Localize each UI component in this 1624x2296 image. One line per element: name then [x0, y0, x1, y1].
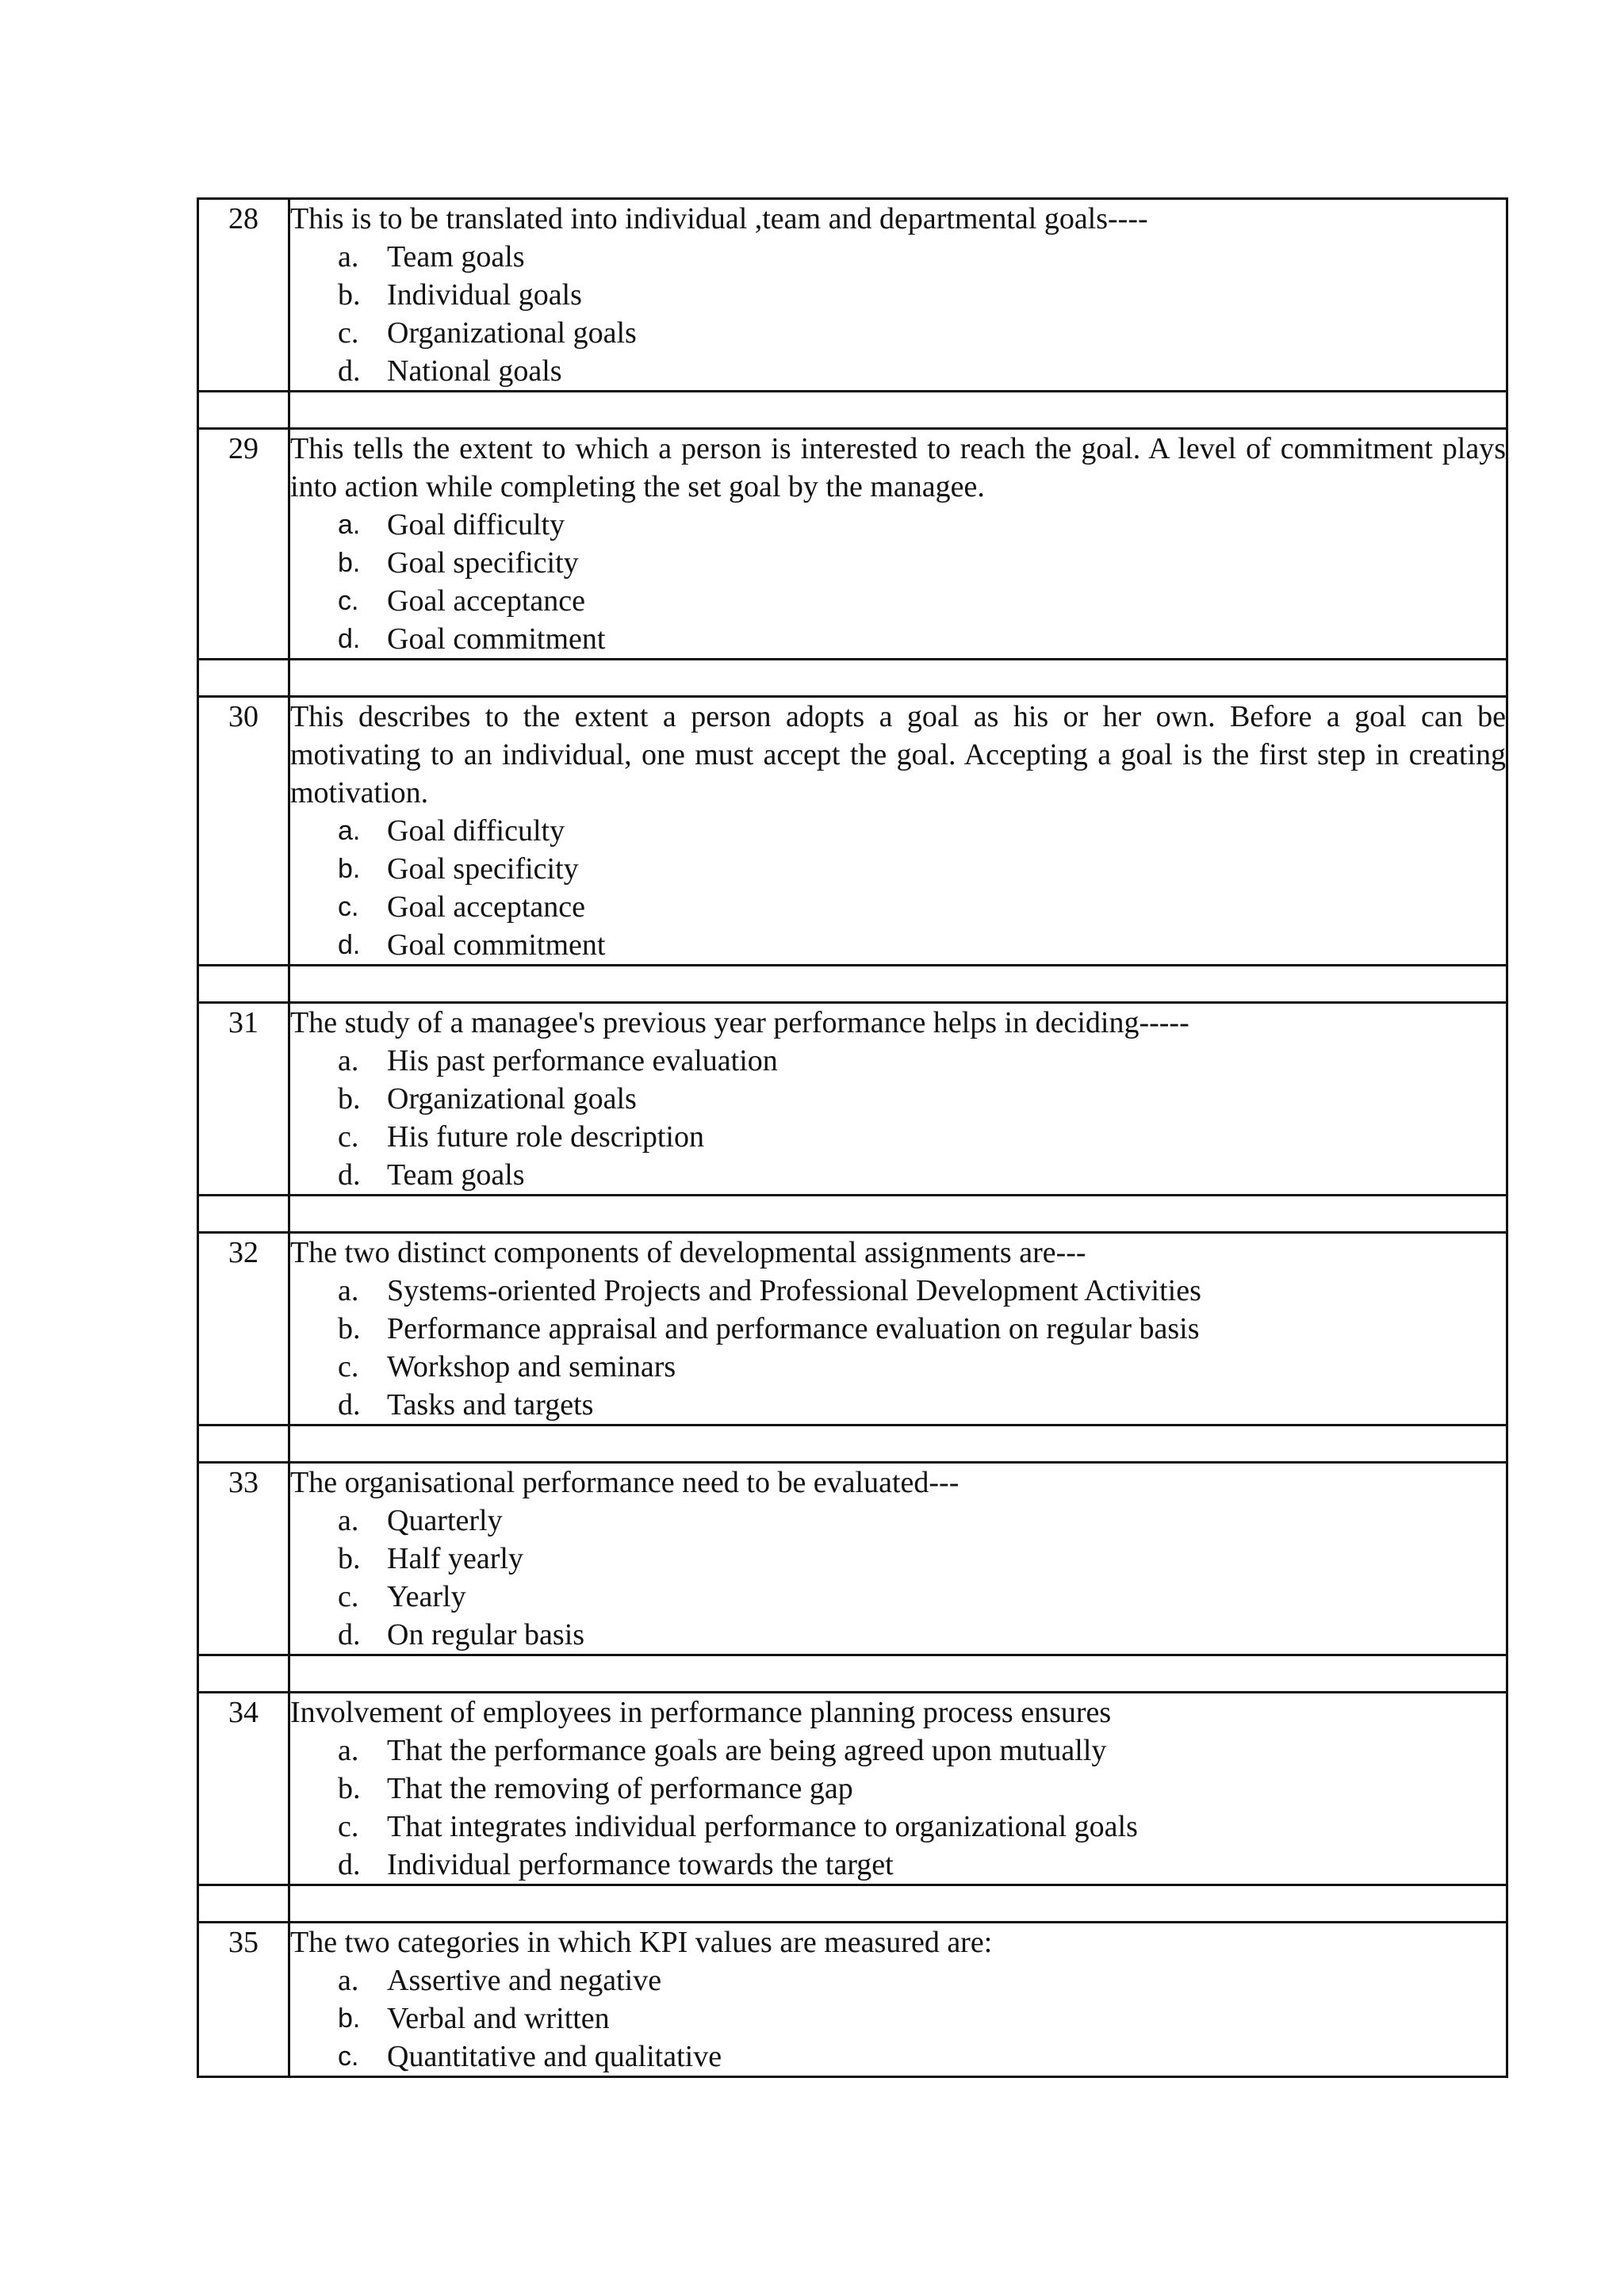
- option-text: That the removing of performance gap: [387, 1772, 853, 1805]
- option-item: [290, 1080, 1506, 1118]
- question-body: [289, 1003, 1507, 1196]
- option-text: That integrates individual performance to organizational goals: [387, 1810, 1138, 1843]
- option-letter: d.: [338, 354, 361, 388]
- option-list: [290, 812, 1506, 964]
- option-item: [290, 1961, 1506, 1999]
- option-text: Yearly: [387, 1580, 466, 1613]
- spacer-cell: [289, 1885, 1507, 1923]
- question-stem: This is to be translated into individual ,team and departmental goals----: [290, 202, 1148, 235]
- question-row: [198, 429, 1507, 660]
- option-item: [290, 1770, 1506, 1808]
- spacer-cell: [198, 966, 289, 1003]
- option-list: [290, 1502, 1506, 1654]
- option-item: [290, 1386, 1506, 1424]
- option-letter: d.: [338, 1848, 361, 1881]
- option-text: Goal difficulty: [387, 814, 565, 848]
- option-letter: c.: [338, 1810, 359, 1843]
- spacer-cell: [289, 660, 1507, 697]
- question-row: [198, 199, 1507, 392]
- option-text: Organizational goals: [387, 316, 637, 350]
- spacer-cell: [289, 966, 1507, 1003]
- option-text: Half yearly: [387, 1542, 523, 1575]
- spacer-cell: [289, 1425, 1507, 1463]
- question-stem: This tells the extent to which a person is interested to reach the goal. A level of commitment plays into action while completing the set goal by the managee.: [290, 432, 1506, 503]
- spacer-row: [198, 392, 1507, 429]
- question-number: 28: [198, 199, 289, 392]
- option-item: [290, 582, 1506, 620]
- option-item: [290, 352, 1506, 390]
- option-text: Goal specificity: [387, 546, 579, 580]
- question-row: [198, 697, 1507, 966]
- question-body: [289, 1693, 1507, 1885]
- question-stem: The study of a managee's previous year performance helps in deciding-----: [290, 1006, 1189, 1039]
- option-item: [290, 620, 1506, 658]
- option-letter: c.: [338, 1350, 359, 1383]
- option-letter: d.: [338, 624, 361, 654]
- option-item: [290, 1616, 1506, 1654]
- question-body: [289, 199, 1507, 392]
- spacer-cell: [198, 1655, 289, 1693]
- option-letter: c.: [338, 1120, 359, 1154]
- option-item: [290, 2038, 1506, 2076]
- question-body: [289, 1923, 1507, 2077]
- question-number: 31: [198, 1003, 289, 1196]
- option-list: [290, 1732, 1506, 1884]
- option-letter: c.: [338, 892, 359, 922]
- option-text: Workshop and seminars: [387, 1350, 676, 1383]
- option-letter: d.: [338, 930, 361, 960]
- option-item: [290, 926, 1506, 964]
- option-text: Tasks and targets: [387, 1388, 594, 1422]
- option-list: [290, 1961, 1506, 2076]
- spacer-cell: [198, 1885, 289, 1923]
- option-letter: c.: [338, 1580, 359, 1613]
- question-stem: The organisational performance need to be evaluated---: [290, 1466, 959, 1499]
- option-letter: a.: [338, 1734, 359, 1767]
- option-text: Team goals: [387, 1158, 525, 1192]
- option-item: [290, 276, 1506, 314]
- spacer-cell: [198, 660, 289, 697]
- spacer-row: [198, 1425, 1507, 1463]
- option-item: [290, 1540, 1506, 1578]
- option-list: [290, 1042, 1506, 1194]
- option-text: Assertive and negative: [387, 1964, 662, 1997]
- option-item: [290, 1272, 1506, 1310]
- option-letter: b.: [338, 1312, 361, 1345]
- option-text: Goal commitment: [387, 622, 606, 656]
- question-number: 32: [198, 1233, 289, 1425]
- spacer-cell: [289, 1196, 1507, 1233]
- option-item: [290, 888, 1506, 926]
- spacer-row: [198, 1885, 1507, 1923]
- question-body: [289, 1233, 1507, 1425]
- spacer-cell: [198, 1425, 289, 1463]
- option-item: [290, 1578, 1506, 1616]
- question-body: [289, 429, 1507, 660]
- option-item: [290, 506, 1506, 544]
- spacer-row: [198, 660, 1507, 697]
- option-text: National goals: [387, 354, 562, 388]
- option-item: [290, 1156, 1506, 1194]
- option-text: Quantitative and qualitative: [387, 2040, 722, 2073]
- option-letter: a.: [338, 510, 361, 540]
- question-number: 30: [198, 697, 289, 966]
- question-number: 29: [198, 429, 289, 660]
- option-letter: c.: [338, 586, 359, 616]
- question-body: [289, 697, 1507, 966]
- option-item: [290, 1999, 1506, 2038]
- question-row: [198, 1463, 1507, 1655]
- question-table: [197, 197, 1508, 2078]
- option-letter: c.: [338, 316, 359, 350]
- option-item: [290, 1808, 1506, 1846]
- question-stem: The two distinct components of developmental assignments are---: [290, 1236, 1086, 1269]
- spacer-row: [198, 1655, 1507, 1693]
- option-letter: a.: [338, 816, 361, 846]
- option-text: Organizational goals: [387, 1082, 637, 1115]
- spacer-cell: [198, 392, 289, 429]
- spacer-row: [198, 966, 1507, 1003]
- option-letter: a.: [338, 240, 359, 274]
- option-letter: d.: [338, 1158, 361, 1192]
- option-item: [290, 850, 1506, 888]
- question-row: [198, 1003, 1507, 1196]
- question-number: 34: [198, 1693, 289, 1885]
- option-item: [290, 314, 1506, 352]
- option-letter: b.: [338, 1082, 361, 1115]
- option-letter: a.: [338, 1504, 359, 1537]
- question-row: [198, 1233, 1507, 1425]
- option-letter: c.: [338, 2042, 359, 2072]
- spacer-row: [198, 1196, 1507, 1233]
- option-text: His past performance evaluation: [387, 1044, 778, 1077]
- option-letter: a.: [338, 1044, 359, 1077]
- question-row: [198, 1923, 1507, 2077]
- option-text: That the performance goals are being agreed upon mutually: [387, 1734, 1107, 1767]
- option-text: Team goals: [387, 240, 525, 274]
- spacer-cell: [289, 1655, 1507, 1693]
- option-letter: d.: [338, 1618, 361, 1651]
- spacer-cell: [198, 1196, 289, 1233]
- question-stem: Involvement of employees in performance planning process ensures: [290, 1696, 1112, 1729]
- question-stem: This describes to the extent a person adopts a goal as his or her own. Before a goal can be motivating to an individual, one must accept the goal. Accepting a goal is the first step in creating motivation.: [290, 700, 1506, 809]
- option-text: Individual performance towards the target: [387, 1848, 894, 1881]
- option-list: [290, 238, 1506, 390]
- option-letter: b.: [338, 854, 361, 884]
- option-item: [290, 1042, 1506, 1080]
- question-row: [198, 1693, 1507, 1885]
- option-item: [290, 1118, 1506, 1156]
- option-letter: b.: [338, 1542, 361, 1575]
- option-letter: b.: [338, 2003, 361, 2034]
- option-text: Goal acceptance: [387, 890, 585, 924]
- option-letter: b.: [338, 1772, 361, 1805]
- question-number: 35: [198, 1923, 289, 2077]
- option-item: [290, 812, 1506, 850]
- spacer-cell: [289, 392, 1507, 429]
- option-item: [290, 544, 1506, 582]
- option-text: Goal specificity: [387, 852, 579, 886]
- option-text: His future role description: [387, 1120, 704, 1154]
- option-text: Goal difficulty: [387, 508, 565, 541]
- question-stem: The two categories in which KPI values are measured are:: [290, 1926, 993, 1959]
- option-text: Quarterly: [387, 1504, 503, 1537]
- option-item: [290, 238, 1506, 276]
- option-text: On regular basis: [387, 1618, 585, 1651]
- option-text: Goal commitment: [387, 928, 606, 962]
- option-letter: a.: [338, 1274, 359, 1307]
- question-body: [289, 1463, 1507, 1655]
- option-list: [290, 1272, 1506, 1424]
- option-text: Performance appraisal and performance evaluation on regular basis: [387, 1312, 1200, 1345]
- option-item: [290, 1502, 1506, 1540]
- option-letter: b.: [338, 548, 361, 578]
- option-letter: a.: [338, 1964, 359, 1997]
- option-text: Individual goals: [387, 278, 582, 312]
- option-letter: b.: [338, 278, 361, 312]
- option-item: [290, 1732, 1506, 1770]
- option-text: Systems-oriented Projects and Professional Development Activities: [387, 1274, 1201, 1307]
- question-number: 33: [198, 1463, 289, 1655]
- option-list: [290, 506, 1506, 658]
- option-text: Goal acceptance: [387, 584, 585, 618]
- option-text: Verbal and written: [387, 2002, 610, 2035]
- option-item: [290, 1846, 1506, 1884]
- option-letter: d.: [338, 1388, 361, 1422]
- option-item: [290, 1348, 1506, 1386]
- option-item: [290, 1310, 1506, 1348]
